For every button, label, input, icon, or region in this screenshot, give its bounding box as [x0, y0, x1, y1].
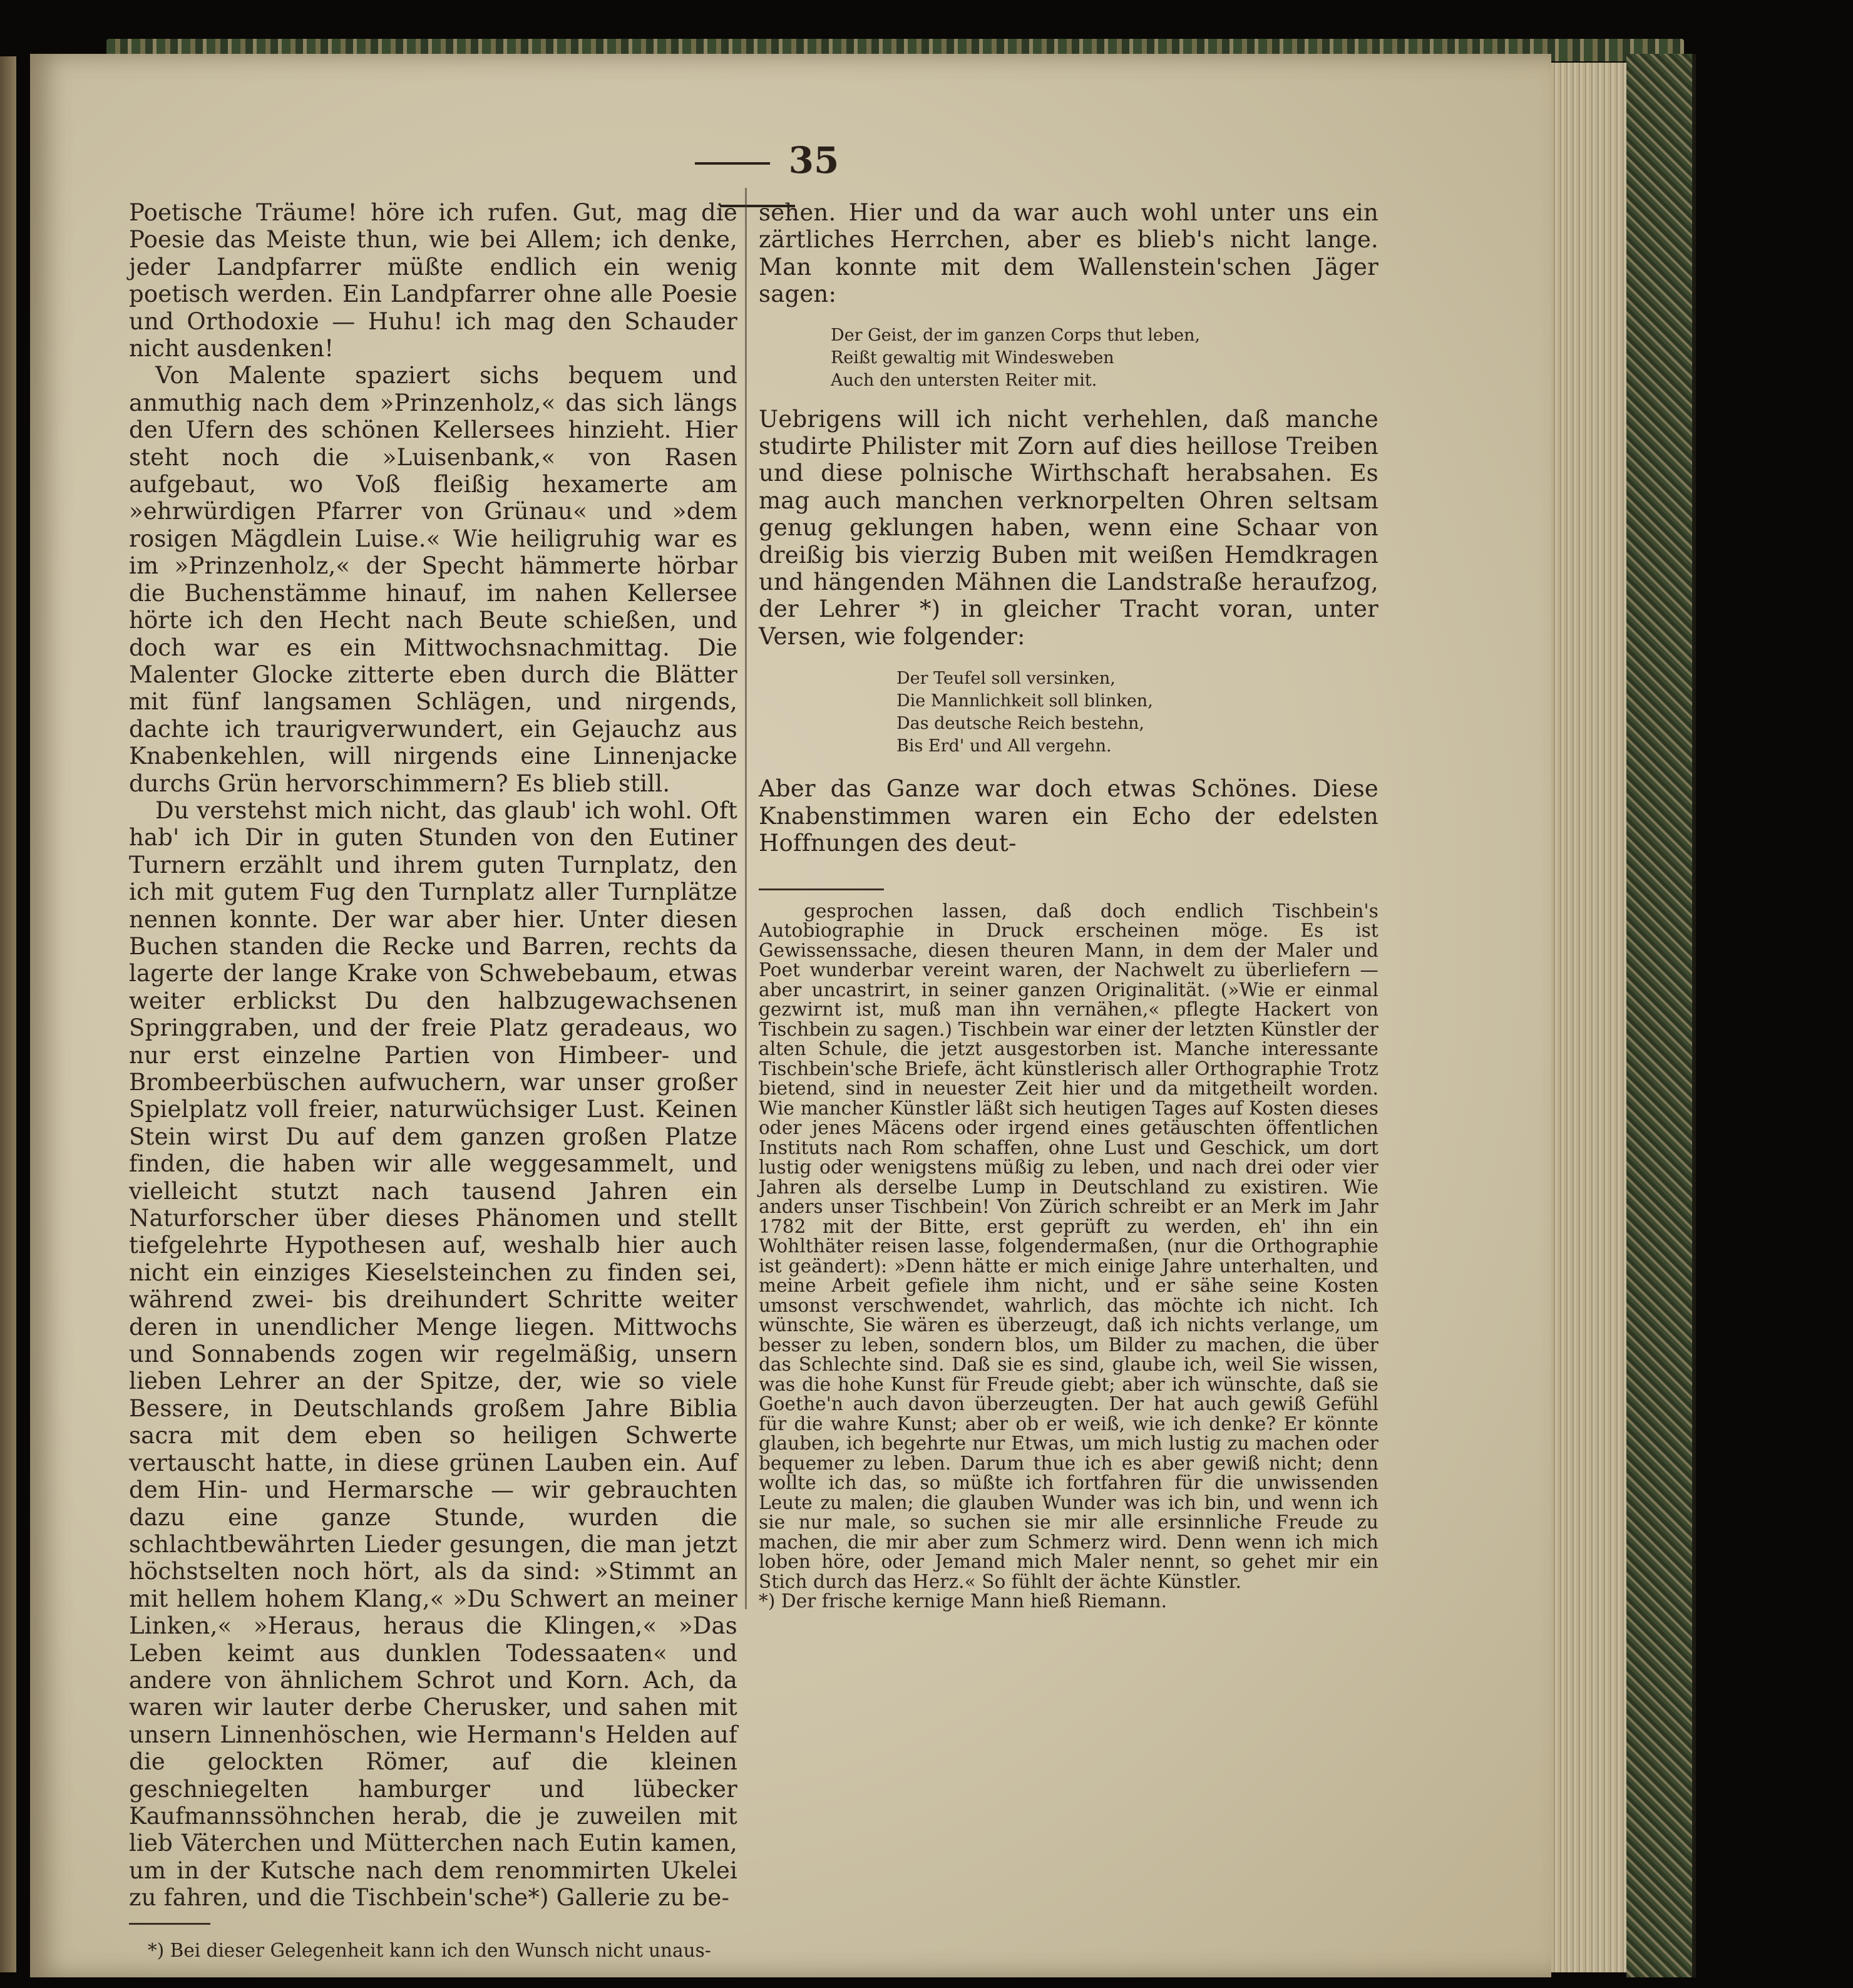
verse-line: Bis Erd' und All vergehn.: [896, 736, 1112, 756]
book-cover-edge: [1626, 54, 1696, 1977]
verse-line: Die Mannlichkeit soll blinken,: [896, 691, 1153, 711]
footnote-continuation: gesprochen lassen, daß doch endlich Tischbein's Autobiographie in Druck erscheinen möge. Es ist Gewissenssache, diesen theuren Mann, in dem der Maler und Poet wunderbar vereint waren, der Nachwelt zu überliefern — aber uncastrirt, in seiner ganzen Originalität. (»Wie er einmal gezwirnt ist, muß man ihn vernähen,« pflegte Hackert von Tischbein zu sagen.) Tischbein war einer der letzten Künstler der alten Schule, die jetzt ausgestorben ist. Manche interessante Tischbein'sche Briefe, ächt künstlerisch aller Orthographie Trotz bietend, sind in neuester Zeit hier und da mitgetheilt worden. Wie mancher Künstler läßt sich heutigen Tages auf Kosten dieses oder jenes Mäcens oder irgend eines getäuschten öffentlichen Instituts nach Rom schaffen, ohne Lust und Geschick, um dort lustig oder wenigstens müßig zu leben, und nach drei oder vier Jahren als derselbe Lump in Deutschland zu existiren. Wie anders unser Tischbein! Von Zürich schreibt er an Merk im Jahr 1782 mit der Bitte, erst geprüft zu werden, eh' ihn ein Wohlthäter reisen lasse, folgendermaßen, (nur die Orthographie ist geändert): »Denn hätte er mich einige Jahre unterhalten, und meine Arbeit gefiele ihm nicht, und er sähe seine Kosten umsonst verschwendet, wahrlich, das möchte ich nicht. Ich wünschte, Sie wären es überzeugt, daß ich nichts verlange, um besser zu leben, sondern blos, um Bilder zu machen, die über das Schlechte sind. Daß sie es sind, glaube ich, weil Sie wissen, was die hohe Kunst für Freude giebt; aber ich wünschte, daß sie Goethe'n auch davon überzeugten. Der hat auch gewiß Gefühl für die wahre Kunst; aber ob er weiß, wie ich denke? Er könnte glauben, ich begehrte nur Etwas, um mich lustig zu machen oder bequemer zu leben. Darum thue ich es aber gewiß nicht; denn wollte ich das, so müßte ich fortfahren für die unwissenden Leute zu malen; die glauben Wunder was ich bin, und wenn ich sie nur male, so suchen sie mir alle ersinnliche Freude zu machen, die mir aber zum Schmerz wird. Denn wenn ich mich loben höre, oder Jemand mich Maler nennt, so gehet mir ein Stich durch das Herz.« So fühlt der ächte Künstler.: [759, 900, 1378, 1592]
column-divider: [745, 188, 747, 1609]
page-number: 35: [626, 139, 889, 224]
right-column: [759, 199, 1378, 1612]
footnote-rule: [759, 888, 884, 890]
paragraph: Poetische Träume! höre ich rufen. Gut, mag die Poesie das Meiste thun, wie bei Allem; ich denke, jeder Landpfarrer müßte endlich ein wenig poetisch werden. Ein Landpfarrer ohne alle Poesie und Orthodoxie — Huhu! ich mag den Schauder nicht ausdenken!: [129, 199, 737, 363]
verse-line: Reißt gewaltig mit Windesweben: [831, 348, 1114, 368]
verse-line: Der Geist, der im ganzen Corps thut leben,: [831, 325, 1201, 345]
footnote: *) Bei dieser Gelegenheit kann ich den Wunsch nicht unaus-: [148, 1939, 711, 1961]
verse-quote: [896, 650, 1378, 775]
verse-quote: [831, 308, 1378, 406]
paragraph: sehen. Hier und da war auch wohl unter uns ein zärtliches Herrchen, aber es blieb's nicht lange. Man konnte mit dem Wallenstein'schen Jäger sagen:: [759, 199, 1378, 308]
facing-page-edge: [0, 56, 16, 1972]
paragraph: Von Malente spaziert sichs bequem und anmuthig nach dem »Prinzenholz,« das sich längs den Ufern des schönen Kellersees hinzieht. Hier steht noch die »Luisenbank,« von Rasen aufgebaut, wo Voß fleißig hexamerte am »ehrwürdigen Pfarrer von Grünau« und »dem rosigen Mägdlein Luise.« Wie heiligruhig war es im »Prinzenholz,« der Specht hämmerte hörbar die Buchenstämme hinauf, im nahen Kellersee hörte ich den Hecht nach Beute schießen, und doch war es ein Mittwochsnachmittag. Die Malenter Glocke zitterte eben durch die Blätter mit fünf langsamen Schlägen, und nirgends, dachte ich traurigverwundert, ein Gejauchz aus Knabenkehlen, will nirgends eine Linnenjacke durchs Grün hervorschimmern? Es blieb still.: [129, 362, 737, 797]
paragraph: Du verstehst mich nicht, das glaub' ich wohl. Oft hab' ich Dir in guten Stunden von den Eutiner Turnern erzählt und ihrem guten Turnplatz, den ich mit gutem Fug den Turnplatz aller Turnplätze nennen konnte. Der war aber hier. Unter diesen Buchen standen die Recke und Barren, rechts da lagerte der lange Krake von Schwebebaum, etwas weiter erblickst Du den halbzugewachsenen Springgraben, und der freie Platz geradeaus, wo nur erst einzelne Partien von Himbeer- und Brombeerbüschen aufwuchern, war unser großer Spielplatz voll freier, naturwüchsiger Lust. Keinen Stein wirst Du auf dem ganzen großen Platze finden, die haben wir alle weggesammelt, und vielleicht stutzt nach tausend Jahren ein Naturforscher über dieses Phänomen und stellt tiefgelehrte Hypothesen auf, weshalb hier auch nicht ein einziges Kieselsteinchen zu finden sei, während zwei- bis dreihundert Schritte weiter deren in unendlicher Menge liegen. Mittwochs und Sonnabends zogen wir regelmäßig, unsern lieben Lehrer an der Spitze, der, wie so viele Bessere, in Deutschlands großem Jahre Biblia sacra mit dem eben so heiligen Schwerte vertauscht hatte, in diese grünen Lauben ein. Auf dem Hin- und Hermarsche — wir gebrauchten dazu eine ganze Stunde, wurden die schlachtbewährten Lieder gesungen, die man jetzt höchstselten noch hört, als da sind: »Stimmt an mit hellem hohem Klang,« »Du Schwert an meiner Linken,« »Heraus, heraus die Klingen,« »Das Leben keimt aus dunklen Todessaaten« und andere von ähnlichem Schrot und Korn. Ach, da waren wir lauter derbe Cherusker, und sahen mit unsern Linnenhöschen, wie Hermann's Helden auf die gelockten Römer, auf die kleinen geschniegelten hamburger und lübecker Kaufmannssöhnchen herab, die je zuweilen mit lieb Väterchen und Mütterchen nach Eutin kamen, um in der Kutsche nach dem renommirten Ukelei zu fahren, und die Tischbein'sche*) Gallerie zu be-: [129, 796, 737, 1912]
footnote-rule: [129, 1923, 210, 1925]
verse-line: Das deutsche Reich bestehn,: [896, 714, 1144, 734]
paragraph: Uebrigens will ich nicht verhehlen, daß manche studirte Philister mit Zorn auf dies heillose Treiben und diese polnische Wirthschaft herabsahen. Es mag auch manchen verknorpelten Ohren seltsam genug geklungen haben, wenn eine Schaar von dreißig bis vierzig Buben mit weißen Hemdkragen und hängenden Mähnen die Landstraße heraufzog, der Lehrer *) in gleicher Tracht voran, unter Versen, wie folgender:: [759, 405, 1378, 650]
page-stack-edges: [1551, 63, 1626, 1972]
footnote: *) Der frische kernige Mann hieß Riemann.: [759, 1590, 1168, 1612]
verse-line: Der Teufel soll versinken,: [896, 669, 1116, 689]
verse-line: Auch den untersten Reiter mit.: [831, 370, 1097, 390]
paragraph: Aber das Ganze war doch etwas Schönes. Diese Knabenstimmen waren ein Echo der edelsten Hoffnungen des deut-: [759, 775, 1378, 857]
left-column: [129, 199, 737, 1961]
